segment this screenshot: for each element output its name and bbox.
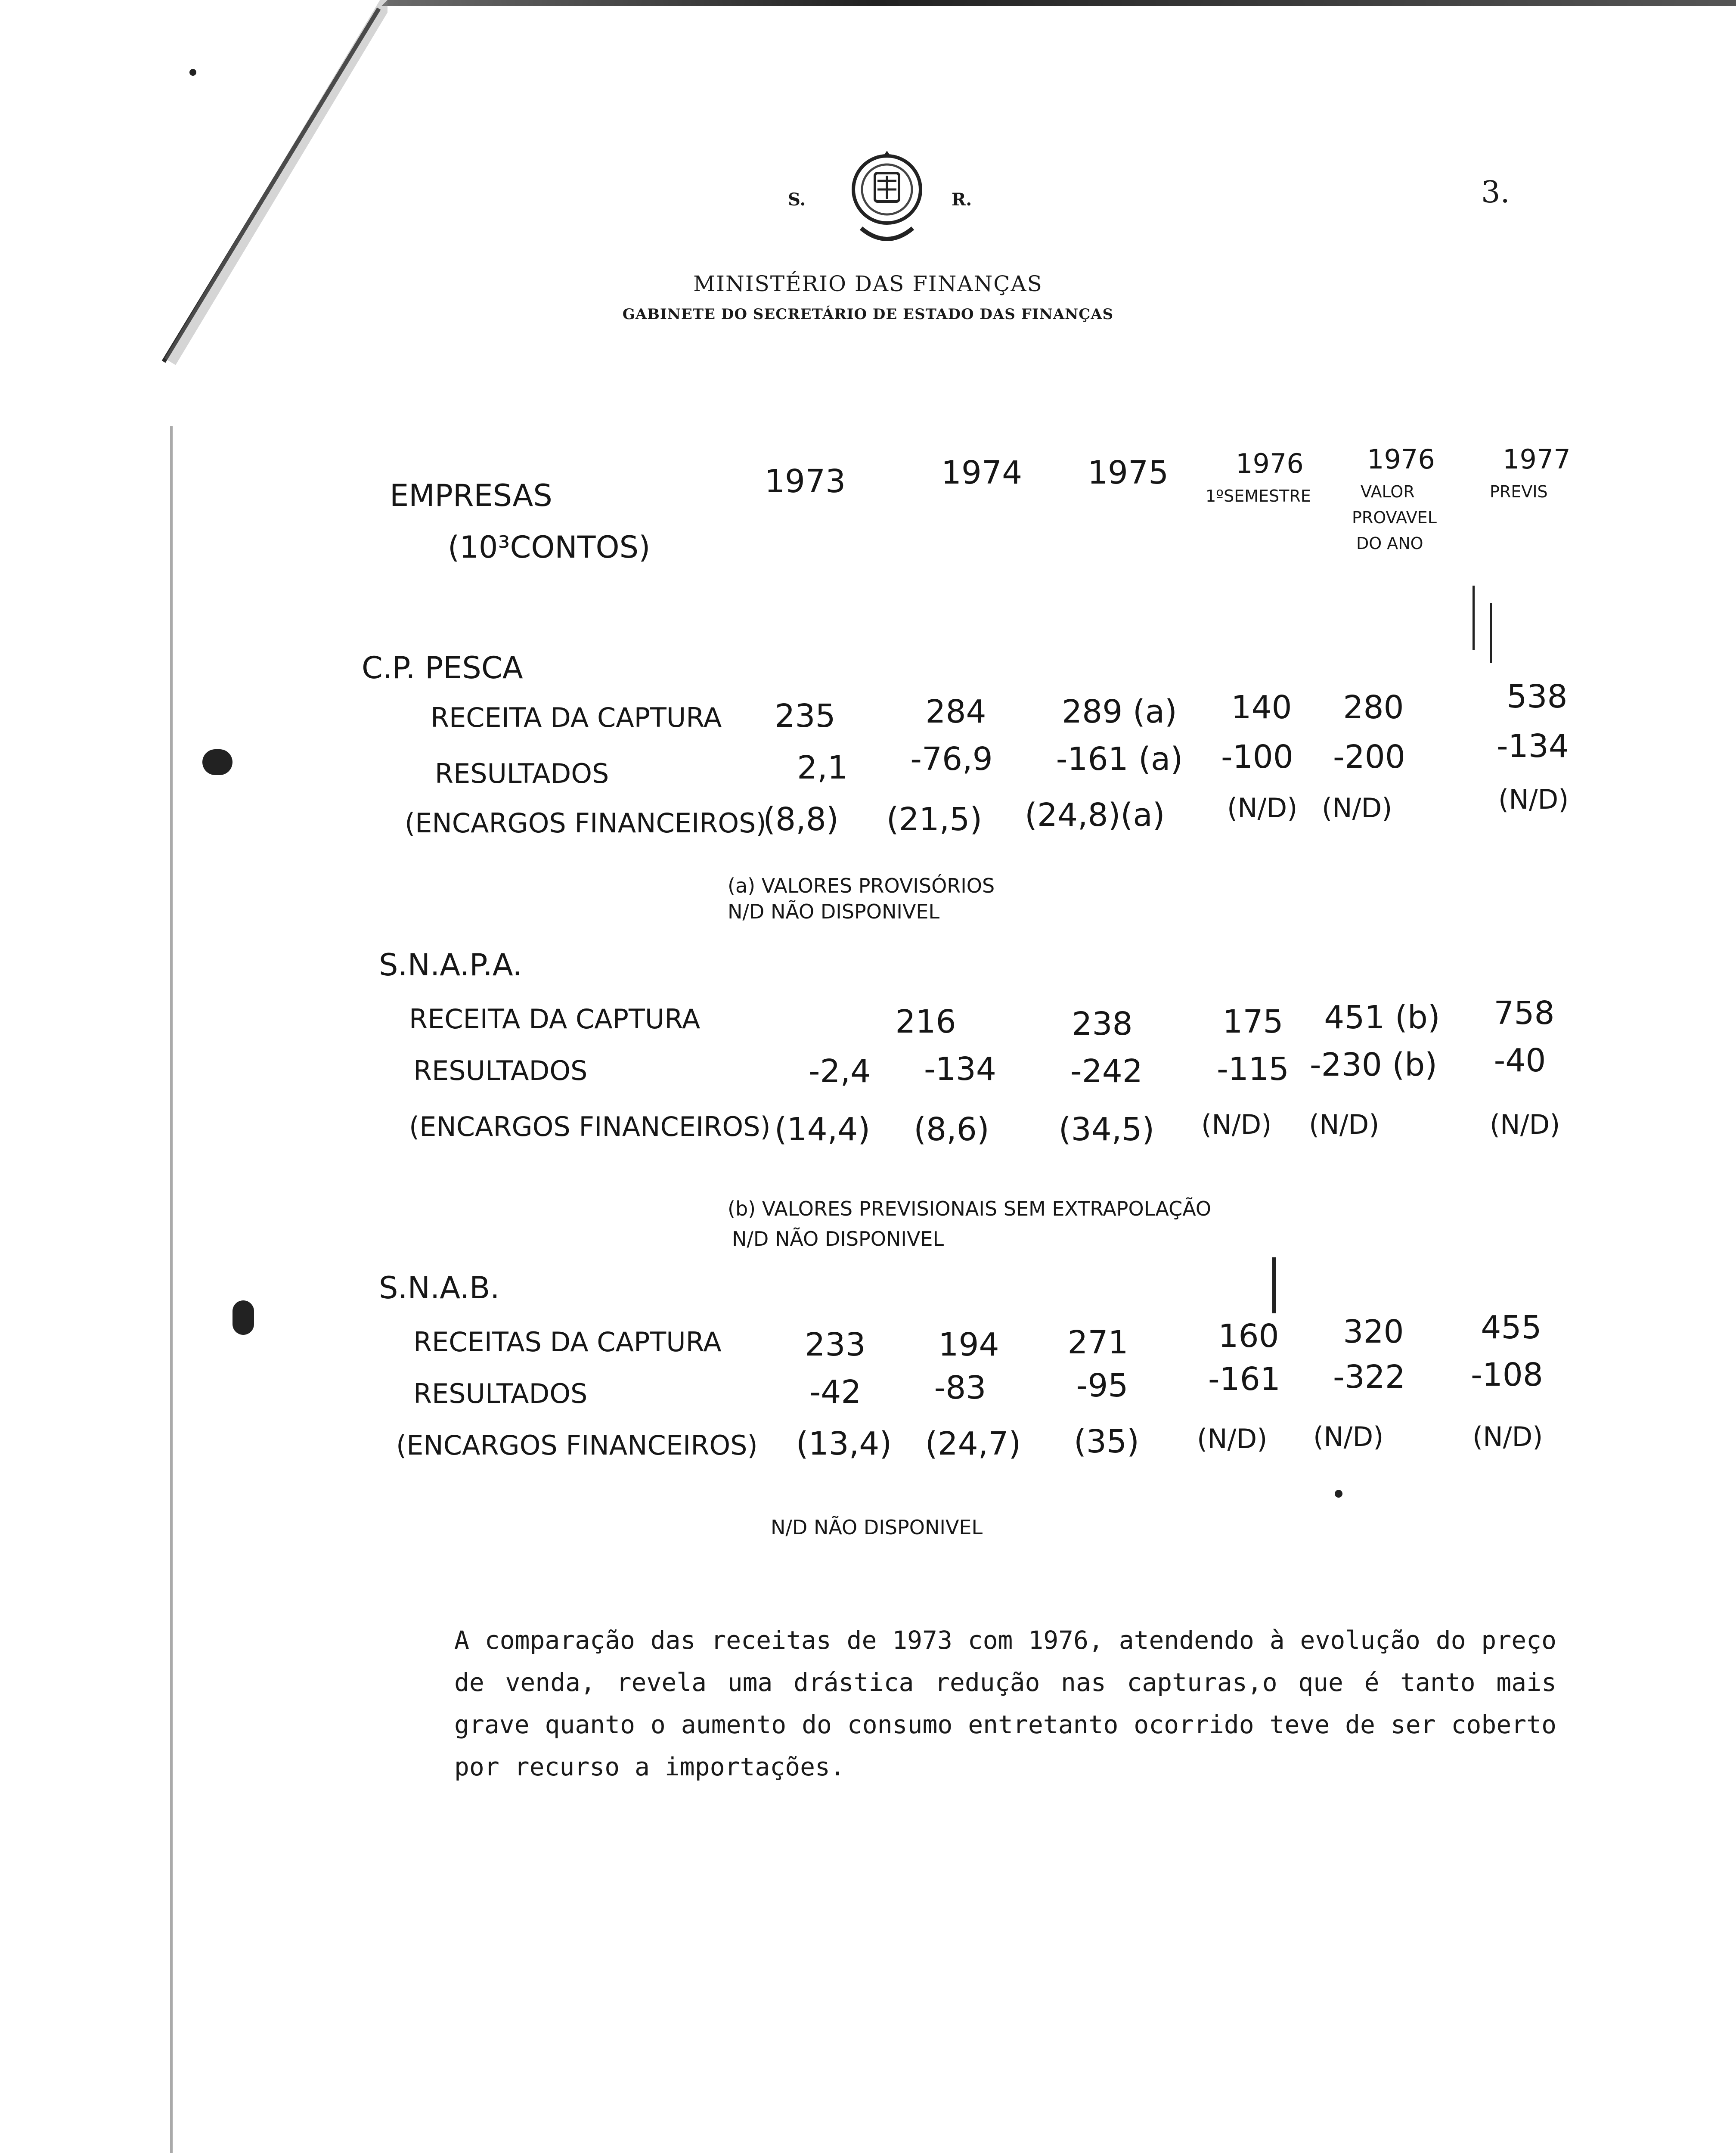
footnote: (b) VALORES PREVISIONAIS SEM EXTRAPOLAÇÃO	[728, 1197, 1212, 1220]
body-paragraph: A comparação das receitas de 1973 com 1976, atendendo à evolução do preço de venda, revela uma drástica redução nas capturas,o que é tanto mais grave quanto o aumento do consumo entretanto ocorrido teve de ser coberto por recurso a importações.	[454, 1626, 1556, 1781]
cell-value: 451 (b)	[1324, 999, 1440, 1036]
cabinet-name: GABINETE DO SECRETÁRIO DE ESTADO DAS FINANÇAS	[622, 306, 1114, 323]
cell-value: 233	[805, 1326, 866, 1363]
cell-value: 758	[1494, 995, 1555, 1032]
row-label: RESULTADOS	[435, 758, 609, 789]
cell-value: (24,8)(a)	[1025, 797, 1165, 834]
cell-value: 194	[938, 1326, 999, 1363]
cell-value: 160	[1218, 1318, 1279, 1355]
cell-value: -108	[1471, 1356, 1543, 1393]
margin-line	[170, 426, 173, 2153]
pen-stroke	[1272, 1257, 1276, 1313]
header-right-letter: R.	[952, 189, 972, 210]
cell-value: 271	[1067, 1324, 1128, 1361]
cell-value: (N/D)	[1309, 1109, 1380, 1140]
column-header-1974: 1974	[941, 454, 1023, 491]
column-subheader-1977: PREVIS	[1490, 482, 1548, 501]
cell-value: (14,4)	[774, 1111, 871, 1148]
column-subheader-1976-do-ano: DO ANO	[1356, 534, 1423, 553]
cell-value: -42	[809, 1374, 862, 1411]
cell-value: (N/D)	[1201, 1109, 1272, 1140]
cell-value: (8,6)	[914, 1111, 989, 1148]
section-title-cp-pesca: C.P. PESCA	[362, 650, 523, 686]
cell-value: (24,7)	[925, 1425, 1021, 1462]
row-label: RECEITAS DA CAPTURA	[413, 1326, 722, 1358]
footnote: N/D NÃO DISPONIVEL	[728, 900, 940, 923]
cell-value: (34,5)	[1058, 1111, 1155, 1148]
row-label: (ENCARGOS FINANCEIROS)	[405, 807, 766, 839]
cell-value: -83	[934, 1369, 986, 1406]
cell-value: (13,4)	[796, 1425, 892, 1462]
cell-value: 140	[1231, 689, 1292, 726]
cell-value: (N/D)	[1498, 784, 1569, 815]
scan-edge-top	[301, 0, 1736, 6]
column-header-1973: 1973	[764, 463, 846, 500]
column-subheader-1976-semester: 1ºSEMESTRE	[1206, 487, 1311, 506]
cell-value: -322	[1333, 1359, 1405, 1396]
column-subheader-1976-provavel: PROVAVEL	[1352, 508, 1437, 527]
cell-value: (N/D)	[1227, 792, 1298, 824]
cell-value: 280	[1343, 689, 1404, 726]
column-subheader-1976-valor: VALOR	[1361, 482, 1415, 501]
cell-value: -161 (a)	[1056, 741, 1183, 778]
row-label: RESULTADOS	[413, 1378, 588, 1409]
scan-speck	[232, 1300, 254, 1335]
cell-value: (N/D)	[1197, 1423, 1268, 1455]
table-unit: (10³CONTOS)	[448, 530, 651, 565]
cell-value: 216	[895, 1003, 956, 1040]
footnote: (a) VALORES PROVISÓRIOS	[728, 874, 995, 897]
cell-value: -161	[1208, 1361, 1280, 1398]
cell-value: 284	[925, 693, 986, 730]
cell-value: 538	[1507, 678, 1568, 715]
cell-value: (N/D)	[1472, 1421, 1543, 1452]
coat-of-arms-seal	[844, 142, 930, 250]
cell-value: -134	[924, 1051, 996, 1088]
scan-edge-diagonal	[0, 0, 388, 388]
cell-value: (8,8)	[763, 801, 839, 838]
row-label: RECEITA DA CAPTURA	[409, 1003, 701, 1035]
column-header-1976-year: 1976	[1367, 444, 1435, 475]
cell-value: -40	[1494, 1042, 1546, 1079]
pen-stroke	[1490, 603, 1492, 663]
cell-value: (21,5)	[886, 801, 983, 838]
cell-value: -95	[1076, 1367, 1128, 1404]
cell-value: -134	[1497, 728, 1569, 765]
cell-value: (N/D)	[1322, 792, 1392, 824]
cell-value: 235	[775, 698, 836, 735]
footnote: N/D NÃO DISPONIVEL	[771, 1516, 983, 1539]
section-title-snab: S.N.A.B.	[379, 1270, 500, 1306]
cell-value: -115	[1217, 1051, 1289, 1088]
cell-value: -76,9	[910, 741, 993, 778]
pen-stroke	[1472, 586, 1475, 650]
header-left-letter: S.	[788, 189, 806, 210]
row-label: (ENCARGOS FINANCEIROS)	[409, 1111, 771, 1142]
row-label: (ENCARGOS FINANCEIROS)	[396, 1430, 758, 1461]
cell-value: -2,4	[808, 1053, 871, 1090]
cell-value: -242	[1070, 1053, 1143, 1090]
cell-value: (N/D)	[1490, 1109, 1560, 1140]
ministry-name: MINISTÉRIO DAS FINANÇAS	[693, 271, 1043, 296]
row-label: RESULTADOS	[413, 1055, 588, 1086]
scan-speck	[189, 69, 196, 76]
cell-value: 455	[1481, 1309, 1542, 1346]
row-label: RECEITA DA CAPTURA	[431, 702, 722, 733]
column-header-1977: 1977	[1503, 444, 1571, 475]
column-header-1976-semester: 1976	[1236, 448, 1304, 479]
cell-value: (35)	[1074, 1423, 1139, 1460]
scan-speck	[1335, 1490, 1342, 1498]
cell-value: 238	[1072, 1005, 1133, 1042]
cell-value: (N/D)	[1313, 1421, 1384, 1452]
cell-value: -230 (b)	[1309, 1046, 1438, 1083]
cell-value: 289 (a)	[1062, 693, 1177, 730]
column-header-1975: 1975	[1087, 454, 1169, 491]
footnote: N/D NÃO DISPONIVEL	[732, 1227, 944, 1250]
cell-value: 2,1	[797, 749, 848, 786]
cell-value: -200	[1333, 738, 1405, 776]
page-number: 3.	[1481, 174, 1510, 210]
cell-value: 320	[1343, 1313, 1404, 1350]
scan-speck	[202, 749, 232, 775]
section-title-snapa: S.N.A.P.A.	[379, 947, 522, 983]
cell-value: -100	[1221, 738, 1293, 776]
table-title: EMPRESAS	[390, 478, 552, 513]
cell-value: 175	[1222, 1003, 1283, 1040]
